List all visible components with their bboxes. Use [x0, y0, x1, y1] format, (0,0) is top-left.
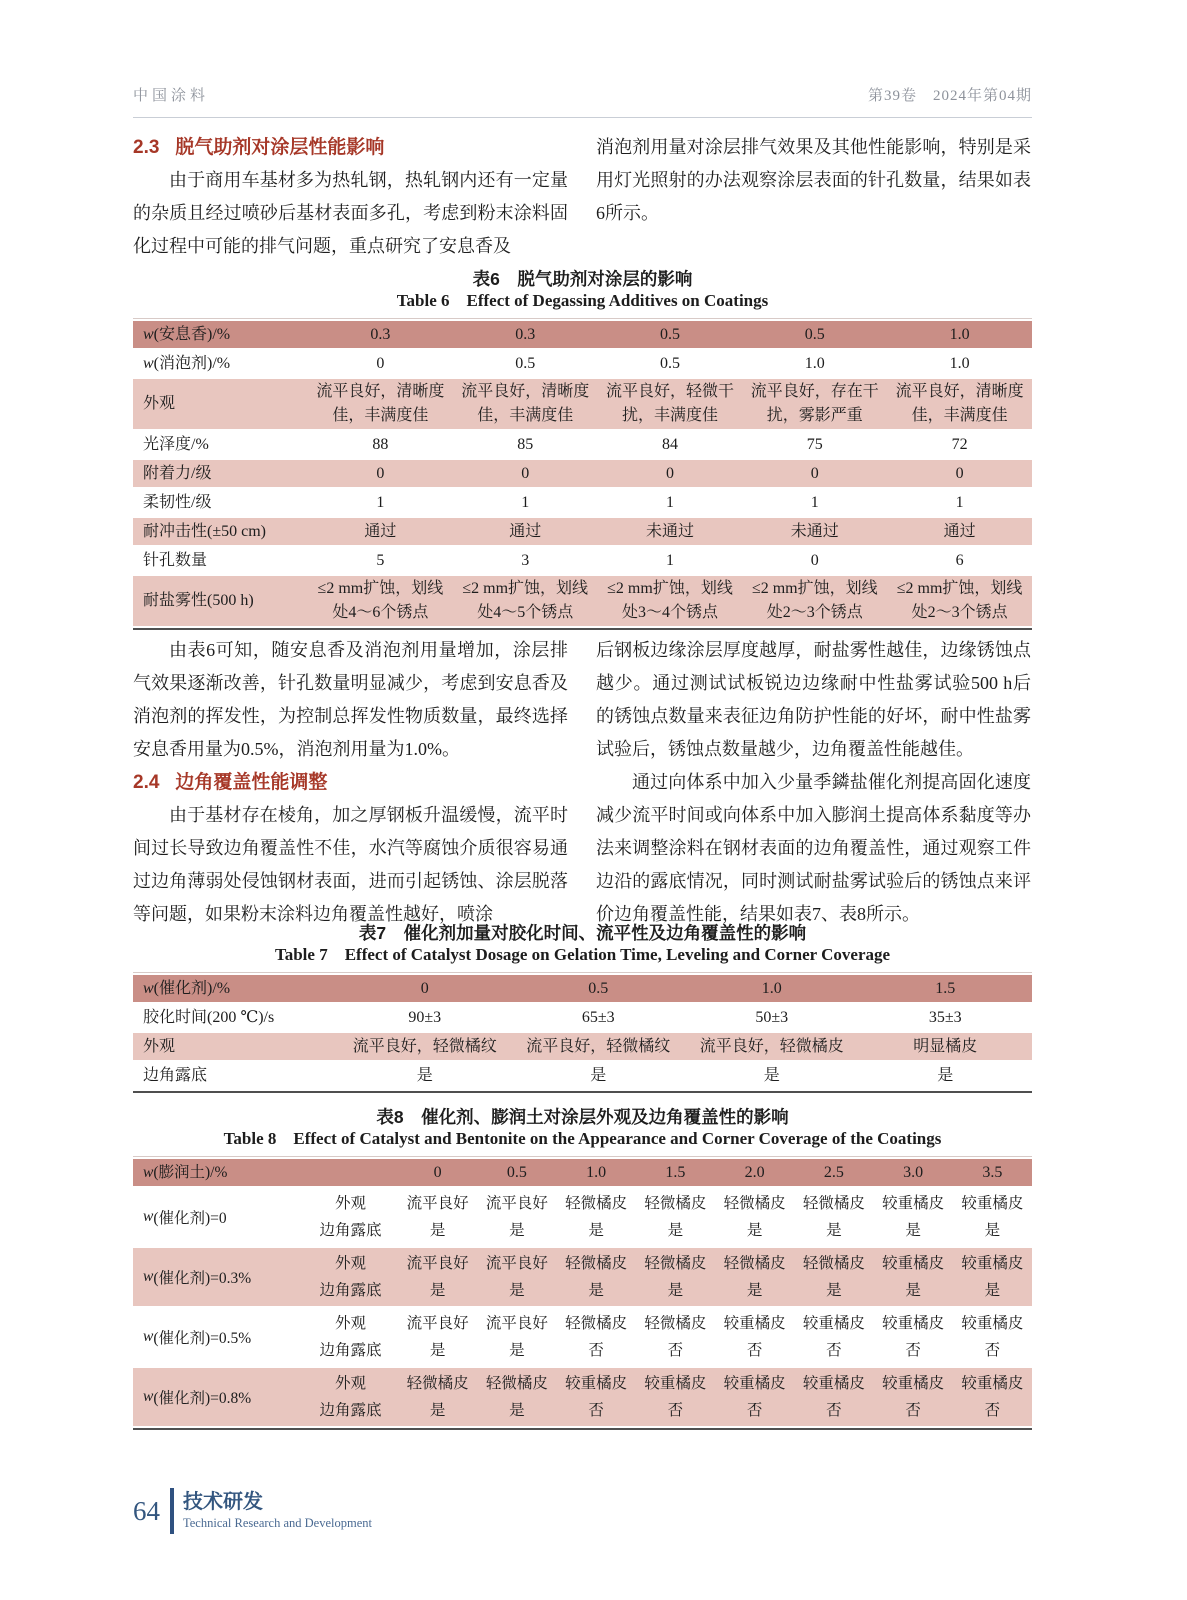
sublabel: 边角露底 — [319, 1402, 382, 1419]
table-row — [133, 1033, 1032, 1060]
table-cell: 2.5 — [823, 1163, 844, 1181]
table6-caption-zh: 表6 脱气助剂对涂层的影响 — [472, 269, 693, 289]
row-label: 光泽度/% — [143, 435, 209, 453]
table-cell — [477, 1190, 556, 1244]
row-label: 针孔数量 — [143, 551, 208, 569]
row-label: 外观 — [143, 1037, 176, 1055]
sublabel: 外观 — [334, 1255, 366, 1272]
table-cell: 明显橘皮 — [913, 1037, 978, 1055]
appearance-value: 轻微橘皮 — [644, 1195, 707, 1212]
table-row — [133, 431, 1032, 458]
table-cell — [953, 1310, 1032, 1364]
row-label: w(催化剂)/% — [143, 979, 231, 997]
table-cell: 1.0 — [586, 1163, 607, 1181]
exposure-value: 是 — [905, 1222, 921, 1239]
table-cell: 流平良好，清晰度佳，丰满度佳 — [316, 383, 445, 424]
exposure-value: 否 — [667, 1342, 684, 1359]
issue-info: 第39卷 2024年第04期 — [867, 88, 1032, 104]
table-cell: 0.3 — [370, 325, 391, 343]
table-cell — [636, 1250, 715, 1304]
table-cell — [636, 1190, 715, 1244]
table-cell: 88 — [372, 435, 389, 453]
table-cell: 0.5 — [506, 1163, 527, 1181]
table-cell: 1.0 — [949, 325, 970, 343]
appearance-value: 流平良好 — [406, 1315, 469, 1332]
table-cell — [715, 1310, 794, 1364]
appearance-value: 较重橘皮 — [882, 1375, 945, 1392]
table-cell: 1.0 — [804, 354, 825, 372]
table-cell — [715, 1370, 794, 1424]
table-cell: 通过 — [509, 522, 542, 540]
table-cell: 1.5 — [935, 979, 956, 997]
row-label: w (催化剂)=0.3% — [143, 1268, 252, 1287]
row-sublabels — [303, 1250, 398, 1304]
appearance-value: 流平良好 — [485, 1315, 548, 1332]
exposure-value: 是 — [429, 1222, 446, 1239]
exposure-value: 是 — [905, 1282, 921, 1299]
table-cell — [874, 1370, 953, 1424]
row-label: w (催化剂)=0.5% — [143, 1328, 252, 1347]
text-block-1 — [133, 131, 1032, 263]
table8-caption-en: Table 8 Effect of Catalyst and Bentonite on the Appearance and Corner Coverage of the Coatings — [223, 1129, 942, 1148]
table-cell: 6 — [955, 551, 964, 569]
table-cell: ≤2 mm扩蚀，划线处4～6个锈点 — [317, 580, 444, 621]
exposure-value: 是 — [509, 1222, 525, 1239]
sublabel: 外观 — [334, 1195, 366, 1212]
appearance-value: 较重橘皮 — [882, 1255, 945, 1272]
appearance-value: 轻微橘皮 — [406, 1375, 469, 1392]
table7-caption-zh: 表7 催化剂加量对胶化时间、流平性及边角覆盖性的影响 — [358, 923, 807, 943]
column-right — [596, 634, 1031, 931]
running-header — [133, 84, 1032, 118]
table-cell: 3.5 — [982, 1163, 1003, 1181]
appearance-value: 较重橘皮 — [961, 1315, 1024, 1332]
paragraph: 后钢板边缘涂层厚度越厚，耐盐雾性越佳，边缘锈蚀点越少。通过测试试板锐边边缘耐中性盐雾试验500 h后的锈蚀点数量来表征边角防护性能的好坏，耐中性盐雾试验后，锈蚀点数量越少，边角覆盖性能越佳。 — [596, 640, 1031, 759]
appearance-value: 较重橘皮 — [961, 1255, 1024, 1272]
table-cell: 84 — [661, 435, 678, 453]
table-cell — [794, 1310, 873, 1364]
journal-name: 中国涂料 — [133, 88, 210, 104]
row-label: w (催化剂)=0 — [143, 1208, 227, 1227]
table-cell: 流平良好，清晰度佳，丰满度佳 — [461, 383, 590, 424]
sublabel: 边角露底 — [319, 1282, 382, 1299]
paragraph: 由表6可知，随安息香及消泡剂用量增加，涂层排气效果逐渐改善，针孔数量明显减少，考虑到安息香及消泡剂的挥发性，为控制总挥发性物质数量，最终选择安息香用量为0.5%，消泡剂用量为1.0%。 — [133, 640, 568, 759]
row-label: 耐冲击性(±50 cm) — [143, 522, 266, 540]
exposure-value: 否 — [746, 1342, 763, 1359]
exposure-value: 是 — [667, 1222, 684, 1239]
table-row — [133, 379, 1032, 429]
appearance-value: 流平良好 — [406, 1195, 469, 1212]
row-label: 外观 — [143, 395, 176, 412]
table-cell: 流平良好，轻微橘纹 — [526, 1037, 671, 1055]
exposure-value: 是 — [429, 1282, 446, 1299]
table-cell — [477, 1310, 556, 1364]
exposure-value: 是 — [588, 1222, 604, 1239]
table-cell — [874, 1310, 953, 1364]
table6 — [133, 318, 1032, 630]
table-cell: 是 — [763, 1066, 780, 1084]
appearance-value: 轻微橘皮 — [723, 1195, 786, 1212]
table-cell: 1 — [665, 493, 674, 511]
footer-section-zh: 技术研发 — [183, 1491, 263, 1513]
table-cell: 0 — [665, 464, 674, 482]
section-heading-2-4 — [133, 766, 568, 799]
table-cell: 72 — [951, 435, 968, 453]
table-cell — [953, 1370, 1032, 1424]
row-sublabels — [303, 1310, 398, 1364]
table-cell: 通过 — [943, 522, 976, 540]
table-cell — [398, 1370, 477, 1424]
table8-caption-zh: 表8 催化剂、膨润土对涂层外观及边角覆盖性的影响 — [376, 1107, 789, 1127]
appearance-value: 较重橘皮 — [961, 1195, 1024, 1212]
row-label: w(安息香)/% — [143, 325, 231, 343]
table-cell — [398, 1250, 477, 1304]
appearance-value: 较重橘皮 — [802, 1375, 865, 1392]
table7-block — [133, 922, 1032, 1093]
appearance-value: 较重橘皮 — [802, 1315, 865, 1332]
table-cell: 1.0 — [761, 979, 782, 997]
table-cell — [636, 1370, 715, 1424]
table-cell: 5 — [376, 551, 385, 569]
table-cell: 是 — [416, 1066, 433, 1084]
table-cell: 2.0 — [744, 1163, 765, 1181]
table-cell — [557, 1250, 636, 1304]
appearance-value: 较重橘皮 — [961, 1375, 1024, 1392]
table-cell: 流平良好，存在干扰，雾影严重 — [750, 383, 879, 424]
appearance-value: 轻微橘皮 — [802, 1255, 865, 1272]
table-row — [133, 1004, 1032, 1031]
table8-block — [133, 1106, 1032, 1430]
exposure-value: 否 — [905, 1342, 921, 1359]
table-cell: 0 — [376, 464, 385, 482]
page-number: 64 — [133, 1495, 160, 1526]
table-cell: 1 — [955, 493, 964, 511]
row-label: w(消泡剂)/% — [143, 354, 231, 372]
exposure-value: 是 — [826, 1222, 842, 1239]
appearance-value: 轻微橘皮 — [644, 1315, 707, 1332]
table-cell — [715, 1250, 794, 1304]
sublabel: 外观 — [334, 1315, 366, 1332]
table6-caption-en: Table 6 Effect of Degassing Additives on Coatings — [396, 291, 769, 310]
sublabel: 外观 — [334, 1375, 366, 1392]
table-header-row — [133, 1159, 1032, 1186]
exposure-value: 是 — [746, 1282, 763, 1299]
row-sublabels — [303, 1190, 398, 1244]
exposure-value: 是 — [667, 1282, 684, 1299]
section-title: 边角覆盖性能调整 — [175, 772, 328, 793]
table-row — [133, 489, 1032, 516]
table7-caption-en: Table 7 Effect of Catalyst Dosage on Gelation Time, Leveling and Corner Coverage — [274, 945, 891, 964]
exposure-value: 是 — [509, 1282, 525, 1299]
exposure-value: 是 — [984, 1282, 1001, 1299]
table-group-row — [133, 1248, 1032, 1306]
row-label: 耐盐雾性(500 h) — [143, 592, 254, 609]
table-row — [133, 547, 1032, 574]
table-cell: 50±3 — [755, 1008, 789, 1026]
appearance-value: 较重橘皮 — [644, 1375, 707, 1392]
exposure-value: 否 — [588, 1402, 604, 1419]
table-cell: 65±3 — [581, 1008, 615, 1026]
table-cell — [953, 1190, 1032, 1244]
table-cell: 1 — [810, 493, 819, 511]
table-cell: 90±3 — [408, 1008, 442, 1026]
exposure-value: 是 — [984, 1222, 1001, 1239]
exposure-value: 否 — [984, 1342, 1001, 1359]
appearance-value: 流平良好 — [485, 1255, 548, 1272]
row-sublabels — [303, 1370, 398, 1424]
exposure-value: 否 — [746, 1402, 763, 1419]
sublabel: 边角露底 — [319, 1342, 382, 1359]
table-cell: 通过 — [364, 522, 397, 540]
table-cell: 0.3 — [515, 325, 536, 343]
table-cell — [715, 1190, 794, 1244]
table-cell — [794, 1370, 873, 1424]
table-cell: 未通过 — [790, 522, 839, 540]
table8 — [133, 1156, 1032, 1430]
paragraph: 通过向体系中加入少量季鏻盐催化剂提高固化速度减少流平时间或向体系中加入膨润土提高体系黏度等办法来调整涂料在钢材表面的边角覆盖性，通过观察工件边沿的露底情况，同时测试耐盐雾试验后的锈蚀点来评价边角覆盖性能，结果如表7、表8所示。 — [596, 772, 1031, 924]
table-row — [133, 321, 1032, 348]
table-cell — [874, 1190, 953, 1244]
table6-block — [133, 268, 1032, 630]
table-cell — [477, 1370, 556, 1424]
exposure-value: 否 — [588, 1342, 604, 1359]
table-group-row — [133, 1188, 1032, 1246]
table-cell: 75 — [806, 435, 823, 453]
appearance-value: 较重橘皮 — [882, 1195, 945, 1212]
table-group-row — [133, 1368, 1032, 1426]
table-row — [133, 1062, 1032, 1089]
paragraph: 由于商用车基材多为热轧钢，热轧钢内还有一定量的杂质且经过喷砂后基材表面多孔，考虑到粉末涂料固化过程中可能的排气问题，重点研究了安息香及 — [133, 170, 568, 256]
appearance-value: 轻微橘皮 — [723, 1255, 786, 1272]
row-label: 附着力/级 — [143, 464, 212, 482]
column-left — [133, 131, 568, 263]
table-cell — [398, 1190, 477, 1244]
exposure-value: 是 — [429, 1342, 446, 1359]
appearance-value: 轻微橘皮 — [565, 1255, 628, 1272]
table-cell: 流平良好，清晰度佳，丰满度佳 — [895, 383, 1024, 424]
appearance-value: 轻微橘皮 — [644, 1255, 707, 1272]
table-cell: 是 — [937, 1066, 954, 1084]
footer-section-en: Technical Research and Development — [183, 1516, 372, 1530]
table-cell: 是 — [590, 1066, 607, 1084]
table-cell — [557, 1370, 636, 1424]
table-cell: 1 — [665, 551, 674, 569]
section-title: 脱气助剂对涂层性能影响 — [175, 137, 385, 158]
appearance-value: 较重橘皮 — [723, 1375, 786, 1392]
table-row — [133, 460, 1032, 487]
section-number: 2.3 — [133, 137, 160, 158]
row-label: w (催化剂)=0.8% — [143, 1388, 252, 1407]
footer-divider-bar — [170, 1488, 174, 1534]
table-cell: 未通过 — [645, 522, 694, 540]
appearance-value: 较重橘皮 — [565, 1375, 628, 1392]
table-group-row — [133, 1308, 1032, 1366]
exposure-value: 是 — [746, 1222, 763, 1239]
table-cell: 0.5 — [659, 354, 680, 372]
table-cell: 1.0 — [949, 354, 970, 372]
exposure-value: 否 — [667, 1402, 684, 1419]
table-row — [133, 518, 1032, 545]
table-cell: ≤2 mm扩蚀，划线处2～3个锈点 — [751, 580, 878, 621]
row-label: w (膨润土)/% — [143, 1164, 228, 1181]
table-cell: ≤2 mm扩蚀，划线处2～3个锈点 — [896, 580, 1023, 621]
table-cell — [874, 1250, 953, 1304]
table-cell: 流平良好，轻微橘皮 — [699, 1037, 844, 1055]
row-label: 边角露底 — [143, 1066, 208, 1084]
exposure-value: 是 — [826, 1282, 842, 1299]
appearance-value: 较重橘皮 — [882, 1315, 945, 1332]
row-label: 胶化时间(200 ℃)/s — [143, 1008, 275, 1026]
table-cell: 0.5 — [515, 354, 536, 372]
table-cell: 1.5 — [665, 1163, 686, 1181]
exposure-value: 否 — [826, 1402, 842, 1419]
text-block-2 — [133, 634, 1032, 931]
table-cell — [477, 1250, 556, 1304]
table-cell: 85 — [517, 435, 534, 453]
sublabel: 边角露底 — [319, 1222, 382, 1239]
table-cell — [953, 1250, 1032, 1304]
row-label: 柔韧性/级 — [143, 493, 212, 511]
table-cell: 0 — [433, 1163, 442, 1181]
appearance-value: 轻微橘皮 — [565, 1195, 628, 1212]
table-cell: 0.5 — [588, 979, 609, 997]
table-cell: ≤2 mm扩蚀，划线处3～4个锈点 — [607, 580, 733, 621]
exposure-value: 是 — [429, 1402, 446, 1419]
section-number: 2.4 — [133, 772, 160, 793]
table-cell: 0 — [521, 464, 530, 482]
appearance-value: 较重橘皮 — [723, 1315, 786, 1332]
column-right — [596, 131, 1031, 263]
table-cell — [636, 1310, 715, 1364]
table-cell: 0 — [810, 551, 819, 569]
appearance-value: 轻微橘皮 — [485, 1375, 548, 1392]
paragraph: 由于基材存在棱角，加之厚钢板升温缓慢，流平时间过长导致边角覆盖性不佳，水汽等腐蚀介质很容易通过边角薄弱处侵蚀钢材表面，进而引起锈蚀、涂层脱落等问题，如果粉末涂料边角覆盖性越好，喷涂 — [133, 805, 568, 924]
exposure-value: 是 — [509, 1402, 525, 1419]
exposure-value: 是 — [588, 1282, 604, 1299]
table-cell: 1 — [376, 493, 385, 511]
footer-section — [183, 1490, 372, 1532]
table-cell — [557, 1310, 636, 1364]
table-row — [133, 975, 1032, 1002]
table-cell: 3 — [521, 551, 530, 569]
exposure-value: 是 — [509, 1342, 525, 1359]
table-cell: 1 — [521, 493, 530, 511]
table-cell — [794, 1190, 873, 1244]
table-row — [133, 350, 1032, 377]
table-cell: 0 — [810, 464, 819, 482]
table-cell: 35±3 — [928, 1008, 962, 1026]
table-cell: 流平良好，轻微橘纹 — [352, 1037, 497, 1055]
table-cell: 流平良好，轻微干扰，丰满度佳 — [605, 383, 734, 424]
appearance-value: 流平良好 — [485, 1195, 548, 1212]
exposure-value: 否 — [826, 1342, 842, 1359]
table-cell: 0.5 — [804, 325, 825, 343]
exposure-value: 否 — [984, 1402, 1001, 1419]
table-cell: 0 — [420, 979, 429, 997]
paragraph: 消泡剂用量对涂层排气效果及其他性能影响，特别是采用灯光照射的办法观察涂层表面的针孔数量，结果如表6所示。 — [596, 137, 1031, 223]
table-cell: 0 — [955, 464, 964, 482]
appearance-value: 轻微橘皮 — [565, 1315, 628, 1332]
table-cell: ≤2 mm扩蚀，划线处4～5个锈点 — [462, 580, 589, 621]
appearance-value: 轻微橘皮 — [802, 1195, 865, 1212]
page-footer — [133, 1488, 1032, 1534]
exposure-value: 否 — [905, 1402, 921, 1419]
table-row — [133, 576, 1032, 626]
table-cell — [794, 1250, 873, 1304]
appearance-value: 流平良好 — [406, 1255, 469, 1272]
column-left — [133, 634, 568, 931]
section-heading-2-3 — [133, 131, 568, 164]
table-cell: 0.5 — [659, 325, 680, 343]
table-cell: 3.0 — [903, 1163, 924, 1181]
table-cell — [557, 1190, 636, 1244]
table7 — [133, 972, 1032, 1093]
table-cell: 0 — [376, 354, 385, 372]
table-cell — [398, 1310, 477, 1364]
